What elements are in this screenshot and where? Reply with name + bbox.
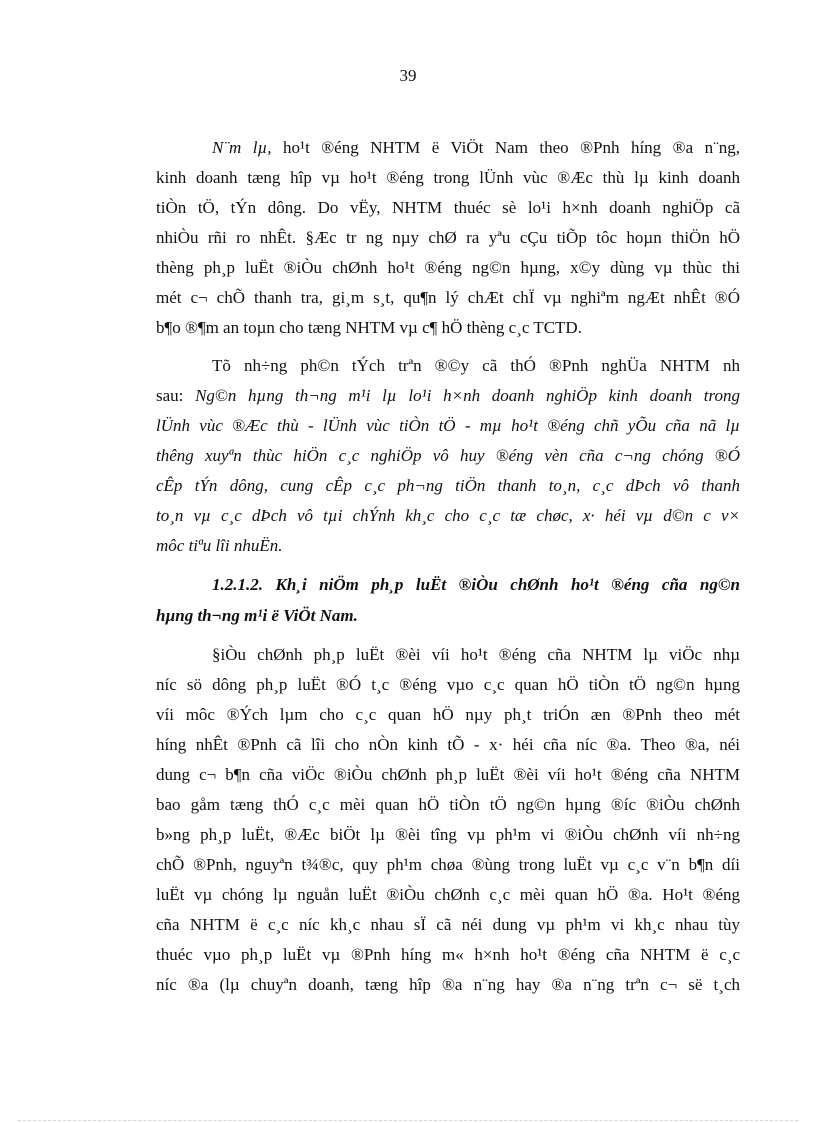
paragraph-1-line-1: [212, 138, 740, 158]
paragraph-1-line-4: nhiÒu rñi ro nhÊt. §Æc tr ng nµy chØ ra yªu cÇu tiÕp tôc hoµn thiÖn hÖ: [156, 228, 740, 247]
paragraph-3-line-10: cña NHTM ë c¸c níc kh¸c nhau sÏ cã néi dung vµ ph¹m vi kh¸c nhau tùy: [156, 915, 740, 934]
paragraph-2-line-2: [156, 386, 740, 406]
page-bottom-border: [18, 1120, 798, 1121]
paragraph-2-line-7: môc tiªu lîi nhuËn.: [156, 536, 283, 555]
paragraph-2-line-5: cÊp tÝn dông, cung cÊp c¸c ph¬ng tiÖn thanh to¸n, c¸c dÞch vô thanh: [156, 476, 740, 495]
paragraph-3-line-9: luËt vµ chóng lµ nguån luËt ®iÒu chØnh c¸c mèi quan hÖ ®a. Ho¹t ®éng: [156, 885, 740, 904]
paragraph-2-line-4: thêng xuyªn thùc hiÖn c¸c nghiÖp vô huy ®éng vèn cña c¬ng chóng ®Ó: [156, 446, 740, 465]
paragraph-3-line-5: dung c¬ b¶n cña viÖc ®iÒu chØnh ph¸p luËt ®èi víi ho¹t ®éng cña NHTM: [156, 765, 740, 784]
paragraph-3-line-3: víi môc ®Ých lµm cho c¸c quan hÖ nµy ph¸t triÓn æn ®Pnh theo mét: [156, 705, 740, 724]
paragraph-1-line-2: kinh doanh tæng hîp vµ ho¹t ®éng trong lÜnh vùc ®Æc thù lµ kinh doanh: [156, 168, 740, 187]
paragraph-2-line-6: to¸n vµ c¸c dÞch vô tµi chÝnh kh¸c cho c¸c tæ chøc, x· héi vµ d©n c v×: [156, 506, 740, 525]
page-number: 39: [399, 66, 417, 85]
paragraph-1-lead-italic: N¨m lµ,: [212, 138, 272, 157]
paragraph-3-line-2: níc sö dông ph¸p luËt ®Ó t¸c ®éng vµo c¸c quan hÖ tiÒn tÖ ng©n hµng: [156, 675, 740, 694]
paragraph-2-definition-start: Ng©n hµng th¬ng m¹i lµ lo¹i h×nh doanh nghiÖp kinh doanh trong: [195, 386, 740, 405]
paragraph-1-line-3: tiÒn tÖ, tÝn dông. Do vËy, NHTM thuéc sè lo¹i h×nh doanh nghiÖp cã: [156, 198, 740, 217]
paragraph-3-line-8: chÕ ®Pnh, nguyªn t¾®c, quy ph¹m chøa ®ùng trong luËt vµ c¸c v¨n b¶n díi: [156, 855, 740, 874]
paragraph-2-line-1: Tõ nh÷ng ph©n tÝch trªn ®©y cã thÓ ®Pnh nghÜa NHTM nh: [212, 356, 740, 375]
paragraph-1-line-7: b¶o ®¶m an toµn cho tæng NHTM vµ c¶ hÖ thèng c¸c TCTD.: [156, 318, 582, 337]
paragraph-1-line-5: thèng ph¸p luËt ®iÒu chØnh ho¹t ®éng ng©n hµng, x©y dùng vµ thùc thi: [156, 258, 740, 277]
paragraph-3-line-1: §iÒu chØnh ph¸p luËt ®èi víi ho¹t ®éng cña NHTM lµ viÖc nhµ: [212, 645, 740, 664]
paragraph-1-line-6: mét c¬ chÕ thanh tra, gi¸m s¸t, qu¶n lý chÆt chÏ vµ nghiªm ngÆt nhÊt ®Ó: [156, 288, 740, 307]
paragraph-3-line-4: híng nhÊt ®Pnh cã lîi cho nÒn kinh tÕ - x· héi cña níc ®a. Theo ®a, néi: [156, 735, 740, 754]
section-heading-line-1: 1.2.1.2. Kh¸i niÖm ph¸p luËt ®iÒu chØnh ho¹t ®éng cña ng©n: [212, 575, 740, 594]
paragraph-1-line-1-text: ho¹t ®éng NHTM ë ViÖt Nam theo ®Pnh híng ®a n¨ng,: [271, 138, 740, 157]
paragraph-2-line-2-normal: sau:: [156, 386, 196, 405]
paragraph-3-line-6: bao gåm tæng thÓ c¸c mèi quan hÖ tiÒn tÖ ng©n hµng ®íc ®iÒu chØnh: [156, 795, 740, 814]
paragraph-3-line-12: níc ®a (lµ chuyªn doanh, tæng hîp ®a n¨ng hay ®a n¨ng trªn c¬ së t¸ch: [156, 975, 740, 994]
paragraph-3-line-11: thuéc vµo ph¸p luËt vµ ®Pnh híng m« h×nh ho¹t ®éng cña NHTM ë c¸c: [156, 945, 740, 964]
paragraph-2-line-3: lÜnh vùc ®Æc thù - lÜnh vùc tiÒn tÖ - mµ ho¹t ®éng chñ yÕu cña nã lµ: [156, 416, 740, 435]
paragraph-3-line-7: b»ng ph¸p luËt, ®Æc biÖt lµ ®èi tîng vµ ph¹m vi ®iÒu chØnh víi nh÷ng: [156, 825, 740, 844]
section-heading-line-2: hµng th¬ng m¹i ë ViÖt Nam.: [156, 606, 358, 625]
